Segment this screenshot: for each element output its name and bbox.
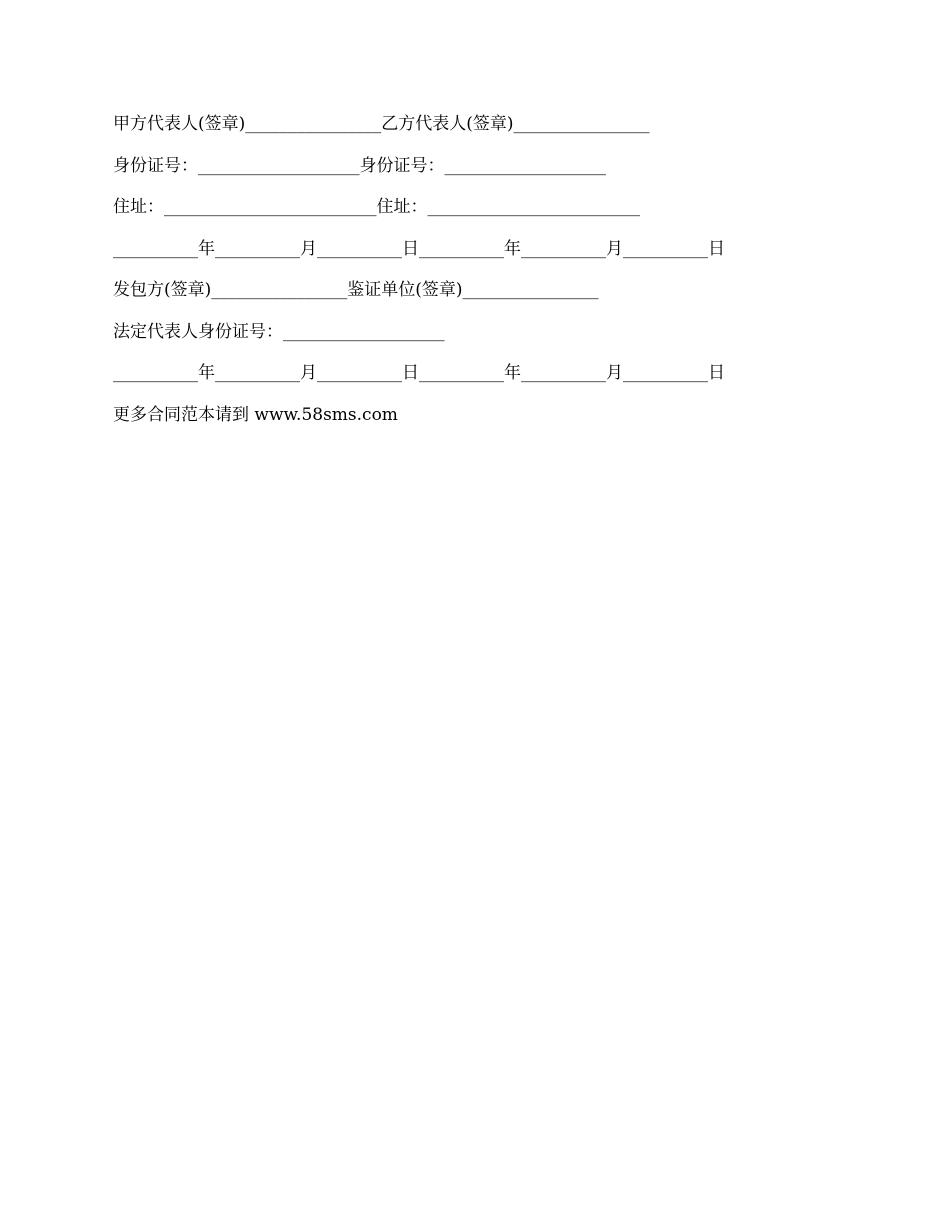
id-number-line: 身份证号：___________________身份证号：___________________ — [113, 155, 606, 176]
address-line: 住址：_________________________住址：_________________________ — [113, 197, 640, 217]
footer-promo-text: 更多合同范本请到 www.58sms.com — [113, 404, 398, 425]
legal-rep-id-line: 法定代表人身份证号：___________________ — [113, 321, 445, 342]
date-line-1: __________年__________月__________日__________年__________月__________日 — [113, 238, 725, 259]
signature-line-contractor-notary: 发包方(签章)________________鉴证单位(签章)________________ — [113, 280, 599, 300]
document-body — [113, 110, 833, 442]
signature-line-party-a-b: 甲方代表人(签章)________________乙方代表人(签章)________________ — [113, 114, 650, 134]
date-line-2: __________年__________月__________日__________年__________月__________日 — [113, 363, 725, 383]
